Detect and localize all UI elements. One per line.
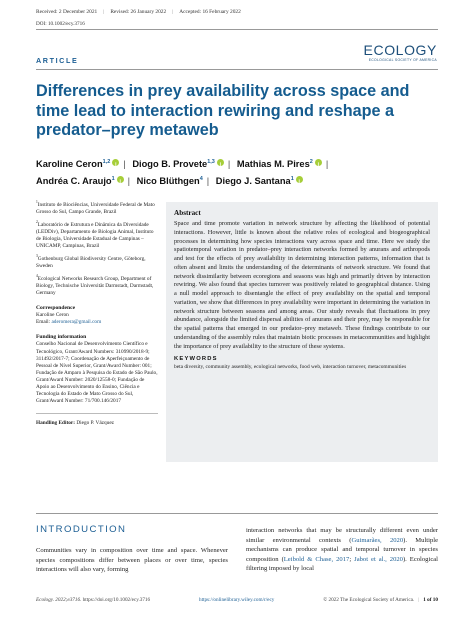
author-separator: | xyxy=(206,176,210,187)
author-name: Nico Blüthgen xyxy=(136,176,200,187)
author-affiliation-marker: 4 xyxy=(199,176,203,183)
page-footer xyxy=(36,597,438,603)
citation-link[interactable]: Guimarães, 2020 xyxy=(351,536,404,544)
affiliation xyxy=(36,273,158,297)
author-affiliation-marker: 1,2 xyxy=(102,159,111,165)
body-text: interaction networks that may be structurally different even under similar environmental contexts ( xyxy=(246,527,438,544)
article-dates xyxy=(36,9,241,15)
body-text: ; xyxy=(349,555,355,563)
abstract-panel xyxy=(166,202,438,462)
funding-heading: Funding information xyxy=(36,334,87,341)
author-entry[interactable] xyxy=(137,176,203,186)
affiliation xyxy=(36,253,158,270)
author-affiliation-marker: 1 xyxy=(290,176,294,183)
logo-wordmark: ECOLOGY xyxy=(363,42,437,58)
affiliation-marker: 2 xyxy=(36,219,38,224)
email-label: Email: xyxy=(36,319,51,326)
abstract-heading: Abstract xyxy=(174,209,201,217)
author-affiliation-marker: 1 xyxy=(111,176,115,183)
footer-url xyxy=(199,597,274,603)
orcid-icon[interactable] xyxy=(296,176,303,183)
author-entry[interactable] xyxy=(36,159,119,169)
author-entry[interactable] xyxy=(36,176,124,186)
affiliation-text: Ecological Networks Research Group, Department of Biology, Technische Universität Darmstadt, Darmstadt, Germany xyxy=(36,275,154,296)
keywords-heading: KEYWORDS xyxy=(174,356,218,363)
citation-link[interactable]: Jabot et al., 2020 xyxy=(354,555,403,563)
author-affiliation-marker: 2 xyxy=(309,159,313,165)
body-divider xyxy=(36,513,438,514)
accepted-date: Accepted: 16 February 2022 xyxy=(179,9,241,15)
date-separator: | xyxy=(172,9,174,15)
author-separator: | xyxy=(227,159,231,170)
orcid-icon[interactable] xyxy=(112,159,119,166)
funding-text: Conselho Nacional de Desenvolvimento Científico e Tecnológico, Grant/Award Numbers: 310990/2018-9; 311492/2017-7; Coordenação de Aperfeiçoamento de Pessoal de Nível Superior, Grant/Award Number: 001; Fundação de Amparo à Pesquisa do Estado de São Paulo, Grant/Award Number: 2020/12558-0; Fundação de Apoio ao Desenvolvimento do Ensino, Ciência e Tecnologia do Estado de Mato Grosso do Sul, Grant/Award Number: 71/700.146/2017 xyxy=(36,341,158,405)
author-separator: | xyxy=(325,159,329,170)
logo-subtitle: ECOLOGICAL SOCIETY OF AMERICA xyxy=(368,58,437,62)
received-date: Received: 2 December 2021 xyxy=(36,9,98,15)
affiliation-text: Gothenburg Global Biodiversity Centre, Göteborg, Sweden xyxy=(36,255,146,269)
abstract-text: Space and time promote variation in network structure by affecting the likelihood of potential interactions. However, little is known about the relative roles of ecological and biogeographical processes in determining how species interactions vary across space and time. Here we study the spatiotemporal variation in predator–prey interaction networks formed by anurans and arthropods and test for the effects of prey availability in determining interaction patterns, information that is often absent and limits the understanding of the determinants of network structure. We found that network dissimilarity between ecoregions and seasons was high and primarily driven by interaction rewiring. We also found that species turnover was positively related to geographical distance. Using a null model approach to disentangle the effect of prey availability on the spatial and temporal variation, we show that differences in prey availability were important in determining the variation in network structure between seasons and among areas. Our study reveals that fluctuations in prey abundance, alongside the limited dispersal abilities of anurans and their prey, may be responsible for the spatial patterns that emerged in our predator–prey metaweb. These findings contribute to our understanding of the assembly rules that maintain biotic processes in metacommunities and highlight the importance of prey availability to the structure of these systems. xyxy=(174,220,430,350)
orcid-icon[interactable] xyxy=(217,159,224,166)
orcid-icon[interactable] xyxy=(117,176,124,183)
affiliation-text: Instituto de Biociências, Universidade Federal de Mato Grosso do Sul, Campo Grande, Brazil xyxy=(36,201,155,215)
affiliation-marker: 4 xyxy=(36,274,38,279)
handling-editor xyxy=(36,420,158,427)
author-affiliation-marker: 1,3 xyxy=(207,159,215,165)
paper-title: Differences in prey availability across space and time lead to interaction rewiring and reshape a predator–prey metaweb xyxy=(36,82,410,139)
article-sidebar xyxy=(36,199,158,427)
author-separator: | xyxy=(123,159,126,170)
footer-doi[interactable]: https://doi.org/10.1002/ecy.3716 xyxy=(82,597,151,603)
doi-line: DOI: 10.1002/ecy.3716 xyxy=(36,21,85,27)
author-separator: | xyxy=(127,176,131,187)
footer-right: © 2022 The Ecological Society of America. | 1 of 10 xyxy=(323,597,438,603)
correspondence-heading: Correspondence xyxy=(36,305,76,312)
citation-link[interactable]: Leibold & Chase, 2017 xyxy=(283,555,350,563)
author-entry[interactable] xyxy=(132,159,224,169)
journal-logo xyxy=(364,43,437,62)
author-list xyxy=(36,155,456,189)
footer-citation xyxy=(36,597,150,603)
header-divider xyxy=(36,29,438,30)
affiliation xyxy=(36,199,158,216)
article-type-label: ARTICLE xyxy=(36,56,79,65)
affiliation xyxy=(36,219,158,250)
journal-url-link[interactable]: https://onlinelibrary.wiley.com/r/ecy xyxy=(198,597,275,603)
journal-citation: Ecology. 2022;e3716. xyxy=(36,597,82,603)
author-name: Diogo B. Provete xyxy=(132,159,208,170)
date-separator: | xyxy=(103,9,105,15)
affiliation-marker: 3 xyxy=(36,254,38,259)
affiliation-marker: 1 xyxy=(36,200,38,204)
intro-column-left: Communities vary in composition over time and space. Whenever species compositions differ between places or over time, species interactions will also vary, forming xyxy=(36,547,228,574)
correspondence-email xyxy=(36,319,158,326)
revised-date: Revised: 26 January 2022 xyxy=(110,9,167,15)
copyright-text: © 2022 The Ecological Society of America. xyxy=(323,597,415,603)
orcid-icon[interactable] xyxy=(315,159,322,166)
author-name: Mathias M. Pires xyxy=(236,159,310,170)
affiliation-text: Laboratório de Estrutura e Dinâmica da Diversidade (LEDDiv), Departamento de Biologia Animal, Instituto de Biologia, Universidade Estadual de Campinas – UNICAMP, Campinas, Brazil xyxy=(36,221,154,249)
author-name: Andréa C. Araujo xyxy=(36,176,112,187)
intro-column-right xyxy=(246,526,438,574)
page-number: 1 of 10 xyxy=(423,597,438,603)
body-text: ). Ecological filtering imposed by local xyxy=(246,555,438,573)
handling-editor-name: Diego P. Vázquez xyxy=(76,420,115,427)
handling-editor-label: Handling Editor: xyxy=(36,420,75,427)
author-entry[interactable] xyxy=(216,176,303,186)
author-entry[interactable] xyxy=(237,159,322,169)
sidebar-divider xyxy=(36,413,158,414)
label-divider xyxy=(36,69,438,70)
body-text: ). Multiple mechanisms can produce spatial and temporal turnover in species composition ( xyxy=(246,536,439,563)
section-heading-introduction: INTRODUCTION xyxy=(36,524,127,535)
correspondence-name: Karoline Ceron xyxy=(36,312,69,319)
author-name: Diego J. Santana xyxy=(215,176,291,187)
author-name: Karoline Ceron xyxy=(36,159,103,170)
email-link[interactable]: aderomera@gmail.com xyxy=(51,319,102,326)
keywords-list: beta diversity, community assembly, ecological networks, food web, interaction turnover, metacommunities xyxy=(174,364,407,371)
